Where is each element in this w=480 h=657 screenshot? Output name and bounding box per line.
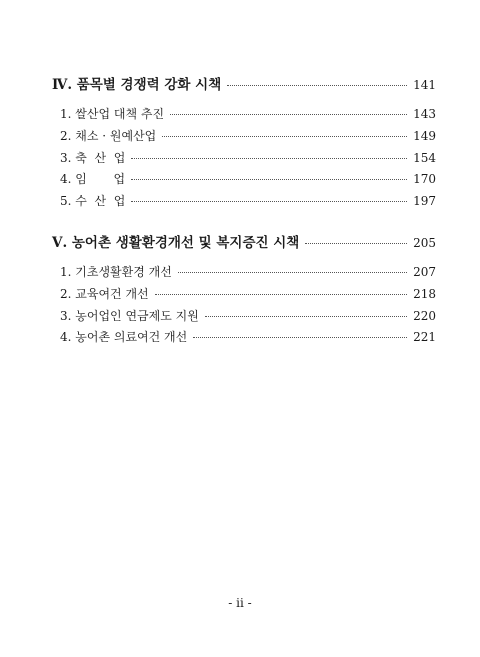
table-of-contents — [52, 72, 436, 349]
dot-leader — [193, 337, 407, 338]
dot-leader — [170, 114, 407, 115]
item-title: 3. 축 산 업 — [60, 150, 126, 165]
item-page-number: 207 — [413, 264, 436, 279]
toc-chapter-v[interactable] — [52, 230, 436, 256]
page-footer-number: - ii - — [228, 596, 252, 610]
item-title: 2. 교육여건 개선 — [60, 286, 149, 301]
item-page-number: 143 — [413, 107, 436, 121]
chapter-page-number: 205 — [413, 235, 436, 250]
chapter-page-number: 141 — [413, 78, 436, 92]
item-title: 1. 쌀산업 대책 추진 — [60, 107, 165, 121]
item-page-number: 197 — [413, 194, 436, 209]
dot-leader — [131, 158, 407, 159]
item-page-number: 170 — [413, 172, 436, 187]
item-page-number: 154 — [413, 150, 436, 165]
item-title: 4. 임 업 — [60, 172, 126, 187]
item-title: 1. 기초생활환경 개선 — [60, 264, 172, 279]
toc-item[interactable] — [52, 262, 436, 284]
toc-item[interactable] — [52, 126, 436, 148]
toc-item[interactable] — [52, 104, 436, 126]
dot-leader — [162, 136, 407, 137]
toc-item[interactable] — [52, 148, 436, 170]
toc-item[interactable] — [52, 327, 436, 349]
chapter-title: Ⅴ. 농어촌 생활환경개선 및 복지증진 시책 — [52, 234, 300, 251]
toc-item[interactable] — [52, 169, 436, 191]
dot-leader — [155, 294, 407, 295]
item-page-number: 218 — [413, 286, 436, 301]
item-page-number: 220 — [413, 308, 436, 323]
dot-leader — [305, 243, 407, 244]
dot-leader — [205, 316, 407, 317]
chapter-title: Ⅳ. 품목별 경쟁력 강화 시책 — [52, 77, 222, 93]
toc-chapter-iv[interactable] — [52, 72, 436, 98]
toc-item[interactable] — [52, 306, 436, 328]
toc-item[interactable] — [52, 191, 436, 213]
toc-item[interactable] — [52, 284, 436, 306]
dot-leader — [131, 201, 407, 202]
dot-leader — [178, 272, 407, 273]
item-title: 4. 농어촌 의료여건 개선 — [60, 330, 188, 345]
dot-leader — [131, 179, 407, 180]
item-title: 3. 농어업인 연금제도 지원 — [60, 308, 199, 323]
item-title: 2. 채소 · 원예산업 — [60, 128, 157, 143]
dot-leader — [227, 85, 407, 86]
item-page-number: 221 — [413, 330, 436, 345]
item-title: 5. 수 산 업 — [60, 194, 126, 209]
item-page-number: 149 — [413, 128, 436, 143]
